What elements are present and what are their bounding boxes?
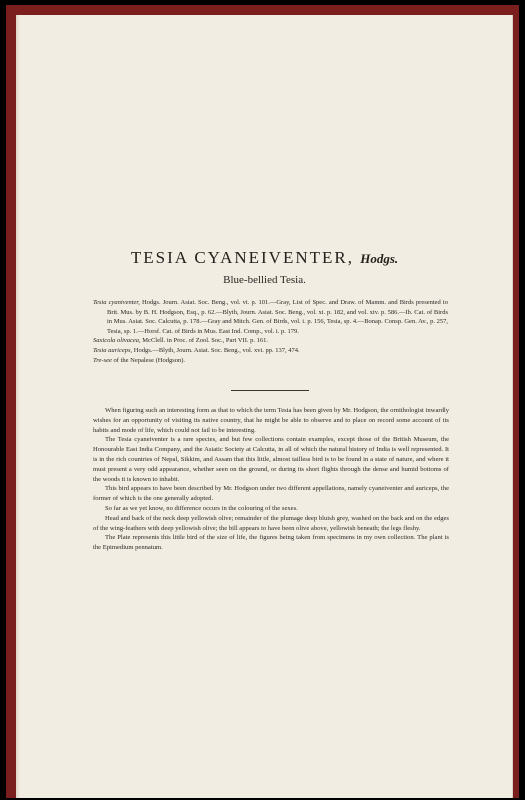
- synonym-entry: Tesia auriceps, Hodgs.—Blyth, Journ. Asiat. Soc. Beng., vol. xvi. pp. 137, 474.: [93, 346, 300, 354]
- description-text: [93, 406, 449, 553]
- body-paragraph: The Plate represents this little bird of the size of life, the figures being taken from specimens in my own collection. The plant is the Epimedium pennatum.: [93, 534, 449, 552]
- species-title: [16, 248, 513, 268]
- book-page: [16, 15, 513, 798]
- body-paragraph: When figuring such an interesting form as that to which the term Tesia has been given by Mr. Hodgson, the ornithologist inwardly wishes for an opportunity of visiting its native country, that he might be able to observe and to place on record some account of its habits and mode of life, which could not fail to be interesting.: [93, 407, 449, 434]
- page-gutter: [16, 15, 20, 798]
- species-author: Hodgs.: [360, 251, 399, 266]
- synonym-entry: Tesia cyaniventer, Hodgs. Journ. Asiat. Soc. Beng., vol. vi. p. 101.—Gray, List of Spec. and Draw. of Mamm. and Birds presented to Brit. Mus. by B. H. Hodgson, Esq., p. 62.—Blyth, Journ. Asiat. Soc. Beng., vol. xi. p. 182, and vol. xiv. p. 586.—Ib. Cat. of Birds in Mus. Asiat. Soc. Calcutta, p. 178.—Gray and Mitch. Gen. of Birds, vol. i. p. 156, Tesia, sp. 4.—Bonap. Consp. Gen. Av., p. 257, Tesia, sp. 1.—Horsf. Cat. of Birds in Mus. East Ind. Comp., vol. i. p. 179.: [93, 299, 448, 335]
- synonymy-list: [93, 298, 448, 365]
- book-cover-board: [6, 5, 519, 798]
- section-divider: [231, 390, 309, 391]
- body-paragraph: So far as we yet know, no difference occurs in the colouring of the sexes.: [105, 504, 298, 512]
- body-paragraph: The Tesia cyaneiventer is a rare species, and but few collections contain examples, except those of the British Museum, the Honourable East India Company, and the Asiatic Society at Calcutta, in all of which the natural history of India is well represented. It is in the rich countries of Nepal, Sikkim, and Assam that this little, almost tailless bird is to be found in a state of nature, and where it must present a very odd appearance, whether seen on the ground, or during its short flights through the dense and humid bottoms of the woods it is known to inhabit.: [93, 436, 449, 483]
- synonym-entry: Tre-see of the Nepalese (Hodgson).: [93, 356, 186, 364]
- body-paragraph: Head and back of the neck deep yellowish olive; remainder of the plumage deep bluish grey, washed on the back and on the edges of the wing-feathers with deep yellowish olive; the bill appears to have been olive above, yellowish beneath; the legs fleshy.: [93, 514, 449, 532]
- synonym-entry: Saxicola olivacea, McClell. in Proc. of Zool. Soc., Part VII. p. 161.: [93, 337, 268, 345]
- body-paragraph: This bird appears to have been described by Mr. Hodgson under two different appellations, namely cyaneiventer and auriceps, the former of which is the one generally adopted.: [93, 485, 449, 503]
- common-name: Blue-bellied Tesia.: [223, 274, 306, 286]
- species-name: TESIA CYANEIVENTER,: [130, 248, 354, 267]
